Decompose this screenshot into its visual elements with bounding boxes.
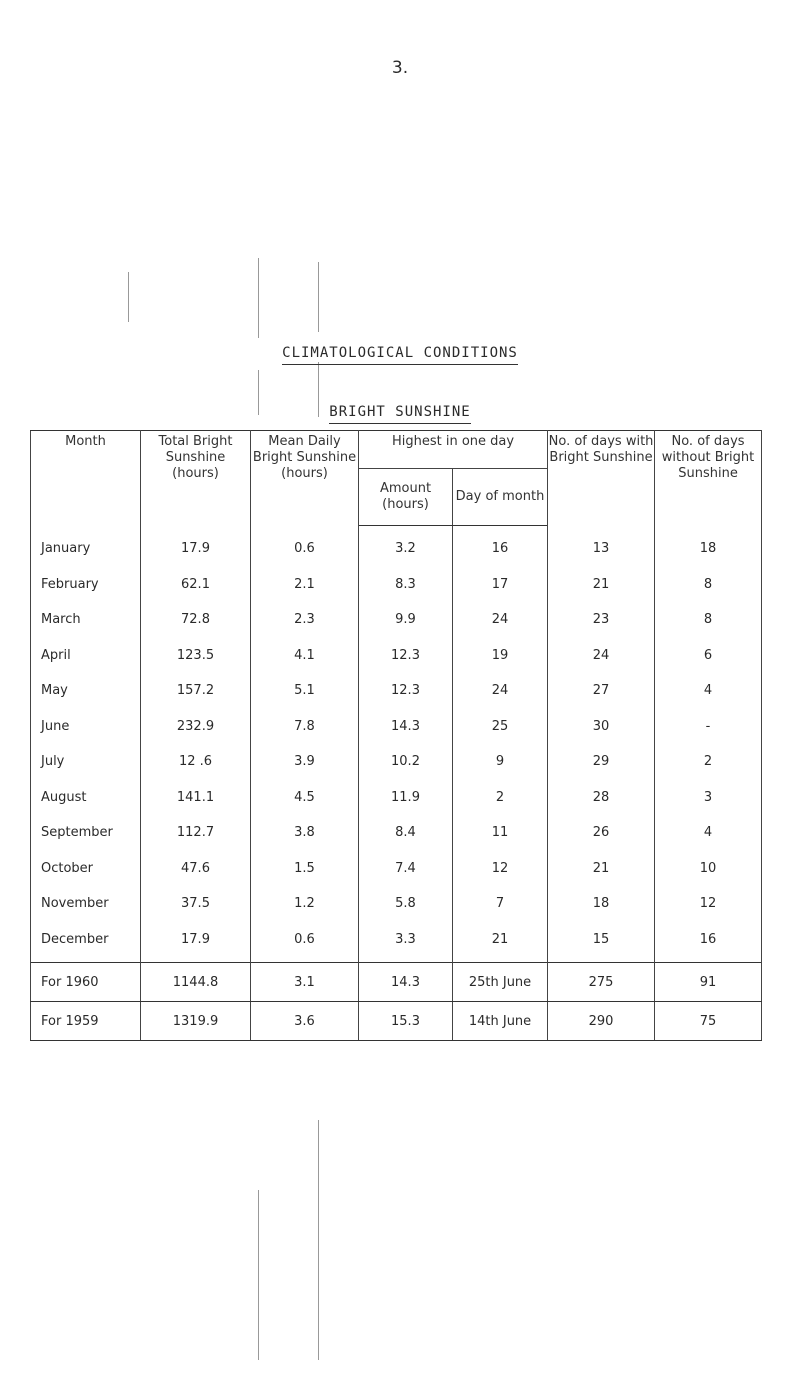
period-cell: For 1959 <box>31 1002 141 1041</box>
table-row <box>31 673 762 709</box>
days-without-cell: 6 <box>655 638 762 674</box>
days-without-cell: - <box>655 709 762 745</box>
days-with-cell: 21 <box>548 851 655 887</box>
header-amount: Amount (hours) <box>359 469 453 526</box>
amount-cell: 12.3 <box>359 673 453 709</box>
page-number: 3. <box>391 58 409 78</box>
days-without-cell: 3 <box>655 780 762 816</box>
section-subtitle: BRIGHT SUNSHINE <box>0 404 800 420</box>
amount-cell: 10.2 <box>359 744 453 780</box>
amount-cell: 3.2 <box>359 526 453 567</box>
days-without-cell: 8 <box>655 602 762 638</box>
total-cell: 232.9 <box>141 709 251 745</box>
days-without-cell: 12 <box>655 886 762 922</box>
header-mean-daily: Mean Daily Bright Sunshine (hours) <box>251 431 359 526</box>
amount-cell: 14.3 <box>359 709 453 745</box>
days-with-cell: 23 <box>548 602 655 638</box>
table-row <box>31 851 762 887</box>
mean-cell: 2.1 <box>251 567 359 603</box>
month-cell: May <box>31 673 141 709</box>
days-without-cell: 91 <box>655 963 762 1002</box>
month-cell: March <box>31 602 141 638</box>
header-day-of-month: Day of month <box>453 469 548 526</box>
days-with-cell: 28 <box>548 780 655 816</box>
day-of-month-cell: 25th June <box>453 963 548 1002</box>
total-cell: 123.5 <box>141 638 251 674</box>
days-without-cell: 2 <box>655 744 762 780</box>
mean-cell: 0.6 <box>251 922 359 963</box>
table-row <box>31 744 762 780</box>
amount-cell: 12.3 <box>359 638 453 674</box>
days-with-cell: 27 <box>548 673 655 709</box>
days-with-cell: 15 <box>548 922 655 963</box>
month-cell: June <box>31 709 141 745</box>
totals-row <box>31 963 762 1002</box>
totals-row <box>31 1002 762 1041</box>
mean-cell: 1.2 <box>251 886 359 922</box>
month-cell: October <box>31 851 141 887</box>
day-of-month-cell: 24 <box>453 673 548 709</box>
days-without-cell: 10 <box>655 851 762 887</box>
days-with-cell: 26 <box>548 815 655 851</box>
header-days-without: No. of days without Bright Sunshine <box>655 431 762 526</box>
total-cell: 17.9 <box>141 922 251 963</box>
days-without-cell: 8 <box>655 567 762 603</box>
day-of-month-cell: 24 <box>453 602 548 638</box>
mean-cell: 3.1 <box>251 963 359 1002</box>
days-with-cell: 13 <box>548 526 655 567</box>
days-with-cell: 290 <box>548 1002 655 1041</box>
table-row <box>31 922 762 963</box>
amount-cell: 14.3 <box>359 963 453 1002</box>
month-cell: February <box>31 567 141 603</box>
mean-cell: 7.8 <box>251 709 359 745</box>
total-cell: 37.5 <box>141 886 251 922</box>
day-of-month-cell: 21 <box>453 922 548 963</box>
total-cell: 62.1 <box>141 567 251 603</box>
total-cell: 47.6 <box>141 851 251 887</box>
day-of-month-cell: 16 <box>453 526 548 567</box>
mean-cell: 5.1 <box>251 673 359 709</box>
total-cell: 17.9 <box>141 526 251 567</box>
day-of-month-cell: 11 <box>453 815 548 851</box>
days-without-cell: 16 <box>655 922 762 963</box>
total-cell: 112.7 <box>141 815 251 851</box>
header-month: Month <box>31 431 141 526</box>
mean-cell: 3.9 <box>251 744 359 780</box>
total-cell: 1144.8 <box>141 963 251 1002</box>
amount-cell: 3.3 <box>359 922 453 963</box>
day-of-month-cell: 17 <box>453 567 548 603</box>
day-of-month-cell: 2 <box>453 780 548 816</box>
days-with-cell: 21 <box>548 567 655 603</box>
table-row <box>31 602 762 638</box>
day-of-month-cell: 7 <box>453 886 548 922</box>
days-without-cell: 4 <box>655 815 762 851</box>
month-cell: January <box>31 526 141 567</box>
month-cell: August <box>31 780 141 816</box>
month-cell: December <box>31 922 141 963</box>
days-without-cell: 75 <box>655 1002 762 1041</box>
day-of-month-cell: 14th June <box>453 1002 548 1041</box>
mean-cell: 3.6 <box>251 1002 359 1041</box>
total-cell: 12 .6 <box>141 744 251 780</box>
section-title: CLIMATOLOGICAL CONDITIONS <box>0 345 800 361</box>
month-cell: November <box>31 886 141 922</box>
table-row <box>31 567 762 603</box>
mean-cell: 1.5 <box>251 851 359 887</box>
header-highest-in-one-day: Highest in one day <box>359 431 548 469</box>
mean-cell: 4.5 <box>251 780 359 816</box>
table-row <box>31 526 762 567</box>
amount-cell: 5.8 <box>359 886 453 922</box>
amount-cell: 11.9 <box>359 780 453 816</box>
amount-cell: 15.3 <box>359 1002 453 1041</box>
total-cell: 157.2 <box>141 673 251 709</box>
days-with-cell: 24 <box>548 638 655 674</box>
mean-cell: 4.1 <box>251 638 359 674</box>
header-days-with: No. of days with Bright Sunshine <box>548 431 655 526</box>
amount-cell: 7.4 <box>359 851 453 887</box>
days-with-cell: 18 <box>548 886 655 922</box>
day-of-month-cell: 25 <box>453 709 548 745</box>
header-total-bright-sunshine: Total Bright Sunshine (hours) <box>141 431 251 526</box>
mean-cell: 3.8 <box>251 815 359 851</box>
table-row <box>31 780 762 816</box>
month-cell: July <box>31 744 141 780</box>
days-without-cell: 4 <box>655 673 762 709</box>
amount-cell: 9.9 <box>359 602 453 638</box>
day-of-month-cell: 9 <box>453 744 548 780</box>
total-cell: 141.1 <box>141 780 251 816</box>
amount-cell: 8.4 <box>359 815 453 851</box>
days-with-cell: 30 <box>548 709 655 745</box>
table-row <box>31 815 762 851</box>
days-with-cell: 29 <box>548 744 655 780</box>
mean-cell: 0.6 <box>251 526 359 567</box>
day-of-month-cell: 19 <box>453 638 548 674</box>
day-of-month-cell: 12 <box>453 851 548 887</box>
amount-cell: 8.3 <box>359 567 453 603</box>
days-without-cell: 18 <box>655 526 762 567</box>
month-cell: September <box>31 815 141 851</box>
table-row <box>31 709 762 745</box>
sunshine-table <box>30 430 762 1041</box>
total-cell: 72.8 <box>141 602 251 638</box>
table-row <box>31 886 762 922</box>
table-row <box>31 638 762 674</box>
period-cell: For 1960 <box>31 963 141 1002</box>
days-with-cell: 275 <box>548 963 655 1002</box>
mean-cell: 2.3 <box>251 602 359 638</box>
total-cell: 1319.9 <box>141 1002 251 1041</box>
month-cell: April <box>31 638 141 674</box>
